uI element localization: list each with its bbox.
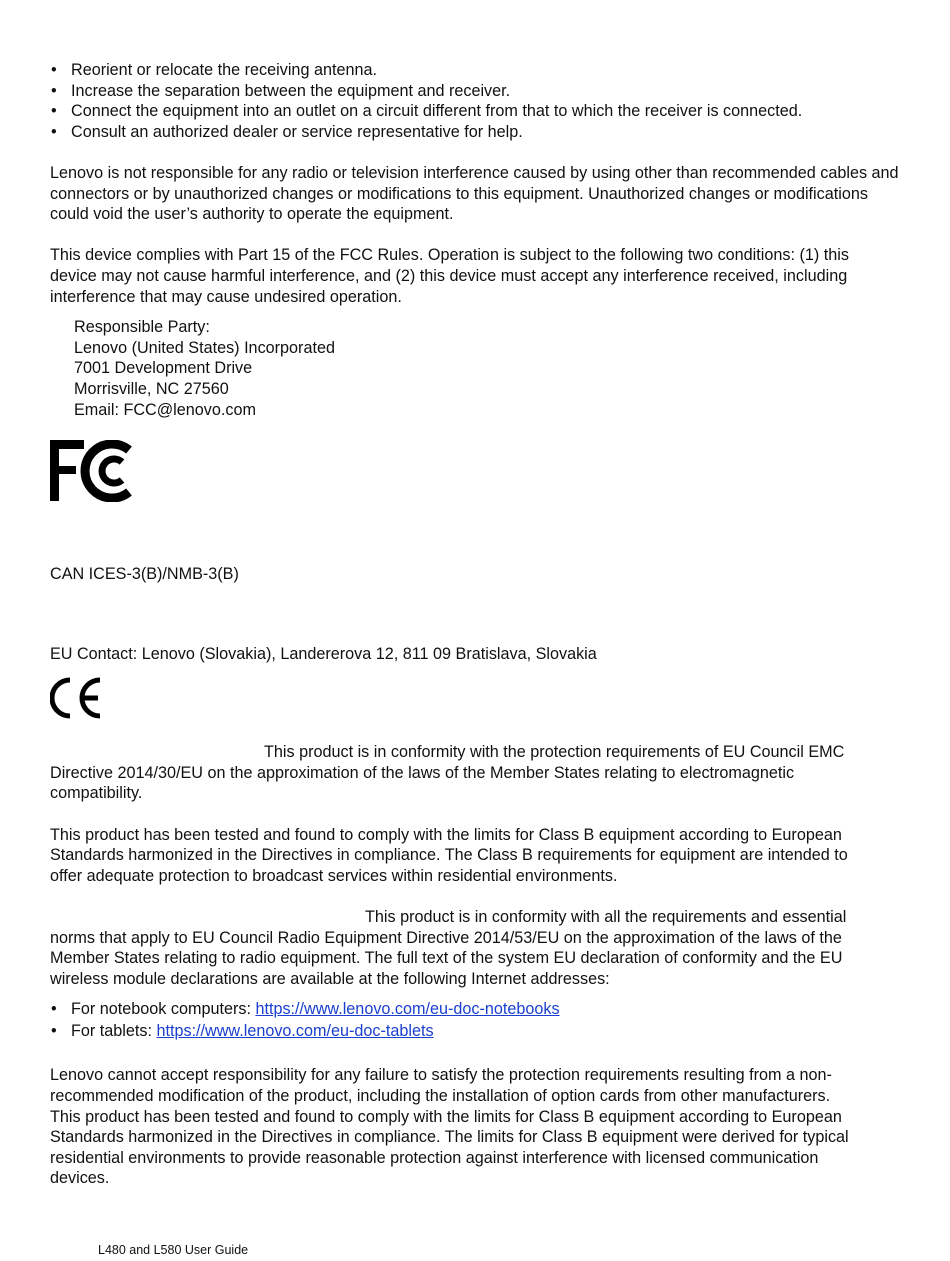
notebooks-doc-link[interactable]: https://www.lenovo.com/eu-doc-notebooks (255, 1000, 560, 1019)
eu-contact: EU Contact: Lenovo (Slovakia), Landererova 12, 811 09 Bratislava, Slovakia (50, 644, 597, 663)
link-prefix: For tablets: (71, 1021, 157, 1040)
document-page (50, 60, 910, 1189)
responsible-party-email: Email: FCC@lenovo.com (74, 400, 256, 419)
list-item: • Consult an authorized dealer or service representative for help. (50, 122, 910, 143)
list-item (50, 999, 910, 1021)
tablets-doc-link[interactable]: https://www.lenovo.com/eu-doc-tablets (156, 1021, 434, 1040)
emc-directive-text: This product is in conformity with the protection requirements of EU Council EMC Directive 2014/30/EU on the approximation of the laws of the Member States relating to electromagnetic compatibility. (50, 743, 845, 803)
list-item: • Reorient or relocate the receiving antenna. (50, 60, 910, 81)
emc-directive-paragraph (50, 742, 860, 804)
can-ices-statement: CAN ICES-3(B)/NMB-3(B) (50, 565, 239, 584)
list-item (50, 1021, 910, 1043)
cannot-accept-paragraph: Lenovo cannot accept responsibility for any failure to satisfy the protection requirements resulting from a non-recommended modification of the product, including the installation of option cards from other manufacturers. This product has been tested and found to comply with the limits for Class B equipment according to European Standards harmonized in the Directives in compliance. The limits for Class B equipment were derived for typical residential environments to provide reasonable protection against interference with licensed communication devices. (50, 1066, 849, 1188)
link-prefix: For notebook computers: (71, 1000, 256, 1019)
page-footer: L480 and L580 User Guide (98, 1243, 249, 1257)
declaration-links-list (50, 999, 910, 1042)
responsible-party-heading: Responsible Party: (74, 318, 210, 337)
responsible-party-block (50, 317, 910, 420)
responsible-party-street: 7001 Development Drive (74, 359, 253, 378)
lenovo-responsibility-paragraph: Lenovo is not responsible for any radio or television interference caused by using other than recommended cables and connectors or by unauthorized changes or modifications to this equipment. Unauthorized changes or modifications could void the user’s authority to operate the equipment. (50, 163, 899, 224)
responsible-party-company: Lenovo (United States) Incorporated (74, 338, 335, 357)
fcc-logo-icon (50, 440, 910, 502)
list-item: • Connect the equipment into an outlet on a circuit different from that to which the receiver is connected. (50, 101, 910, 122)
interference-remedies-list (50, 60, 910, 142)
ce-mark-icon (50, 676, 910, 720)
class-b-paragraph: This product has been tested and found to comply with the limits for Class B equipment according to European Standards harmonized in the Directives in compliance. The Class B requirements for equipment are intended to offer adequate protection to broadcast services within residential environments. (50, 825, 848, 885)
list-item: • Increase the separation between the equipment and receiver. (50, 81, 910, 102)
responsible-party-city: Morrisville, NC 27560 (74, 379, 229, 398)
red-directive-text: This product is in conformity with all the requirements and essential norms that apply to EU Council Radio Equipment Directive 2014/53/EU on the approximation of the laws of the Member States relating to radio equipment. The full text of the system EU declaration of conformity and the EU wireless module declarations are available at the following Internet addresses: (50, 908, 847, 988)
red-directive-paragraph (50, 907, 885, 989)
fcc-part15-paragraph: This device complies with Part 15 of the FCC Rules. Operation is subject to the following two conditions: (1) this device may not cause harmful interference, and (2) this device must accept any interference received, including interference that may cause undesired operation. (50, 246, 849, 306)
